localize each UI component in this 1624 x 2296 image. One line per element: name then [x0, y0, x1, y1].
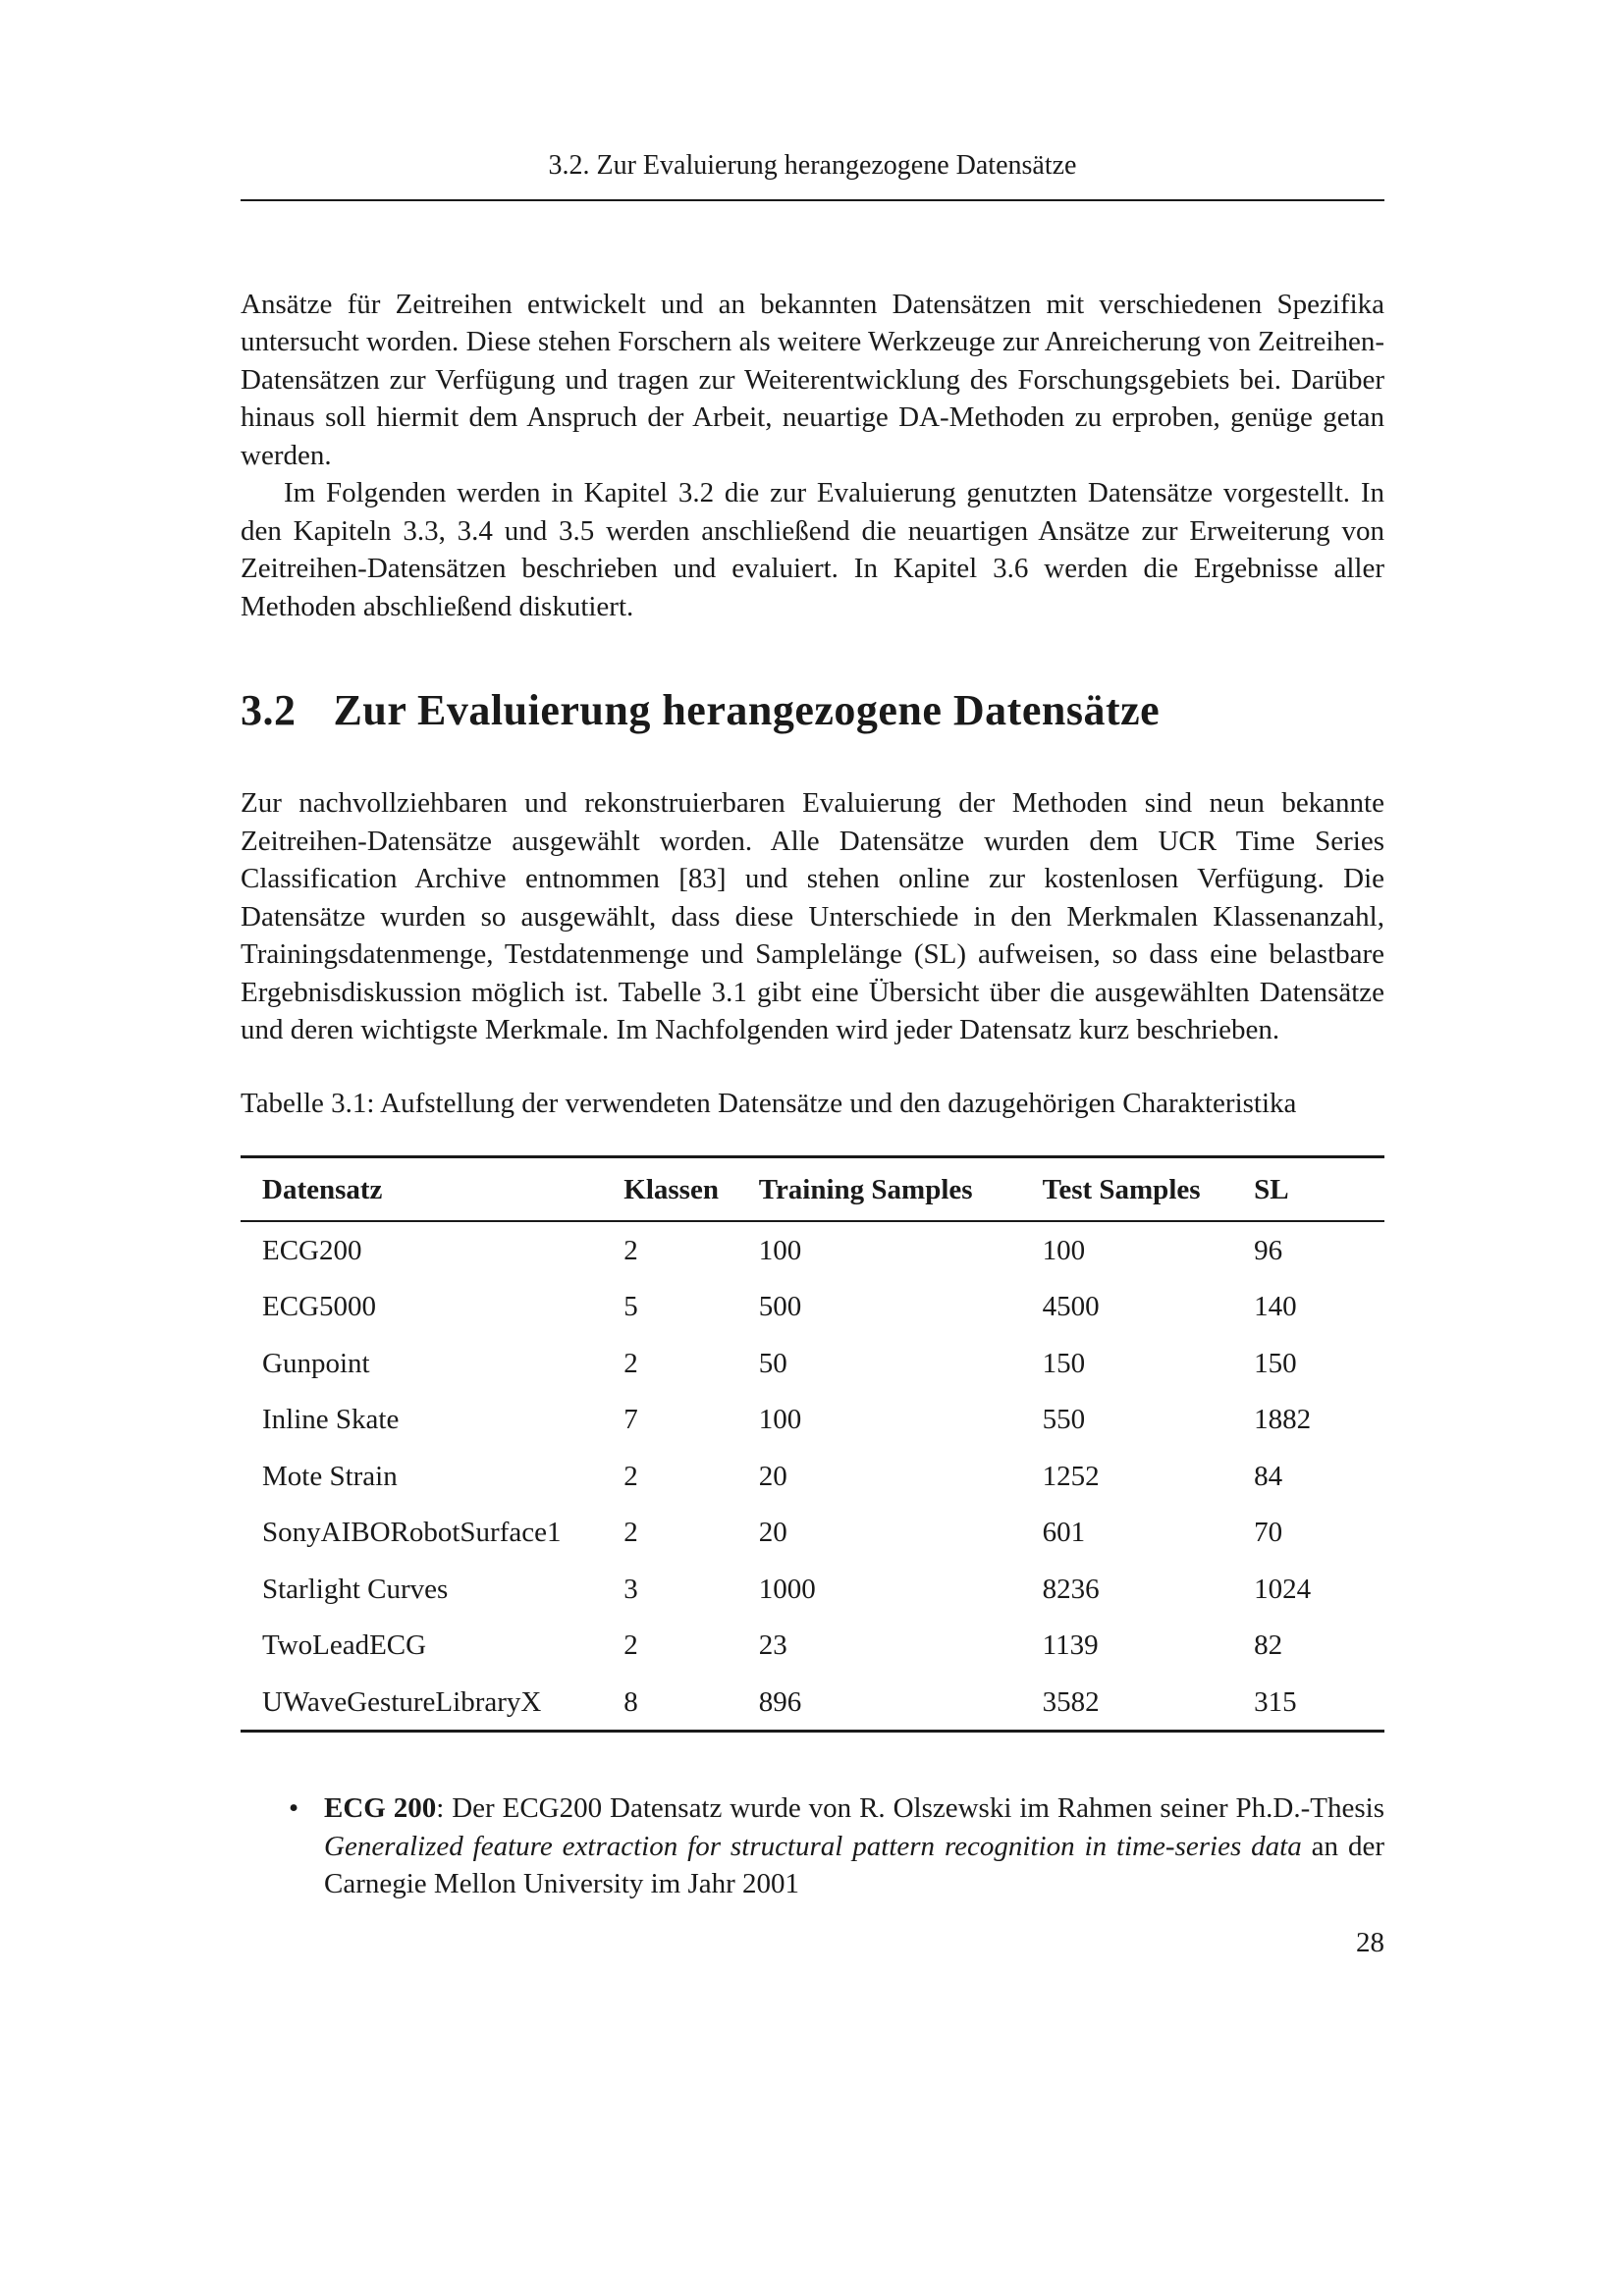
table-cell: 4500	[1042, 1291, 1100, 1322]
table-cell: SonyAIBORobotSurface1	[262, 1517, 562, 1548]
table-cell: 2	[623, 1629, 638, 1661]
table-cell: 23	[758, 1629, 787, 1661]
table-cell: 20	[758, 1517, 787, 1548]
header-rule	[241, 199, 1384, 201]
bullet-icon: •	[289, 1792, 299, 1824]
paragraph-overview: Im Folgenden werden in Kapitel 3.2 die zur Evaluierung genutzten Datensätze vorgestellt. In den Kapiteln 3.3, 3.4 und 3.5 werden anschließend die neuartigen Ansätze zur Erweiterung von Zeitreihen-Datensätzen beschrieben und evaluiert. In Kapitel 3.6 werden die Ergebnisse aller Methoden abschließend diskutiert.	[241, 477, 1384, 622]
column-header-test-samples: Test Samples	[1042, 1174, 1201, 1205]
table-cell: Inline Skate	[262, 1404, 400, 1435]
running-header: 3.2. Zur Evaluierung herangezogene Datensätze	[548, 150, 1077, 181]
table-cell: Mote Strain	[262, 1460, 398, 1492]
table-row	[241, 1617, 1384, 1674]
paragraph-intro: Ansätze für Zeitreihen entwickelt und an bekannten Datensätzen mit verschiedenen Spezifika untersucht worden. Diese stehen Forschern als weitere Werkzeuge zur Anreicherung von Zeitreihen-Datensätzen zur Verfügung und tragen zur Weiterentwicklung des Forschungsgebiets bei. Darüber hinaus soll hiermit dem Anspruch der Arbeit, neuartige DA-Methoden zu erproben, genüge getan werden.	[241, 288, 1384, 471]
table-cell: 100	[1042, 1234, 1086, 1266]
table-row	[241, 1221, 1384, 1279]
table-cell: 1882	[1254, 1404, 1312, 1435]
table-cell: 140	[1254, 1291, 1297, 1322]
page-number: 28	[1356, 1927, 1384, 1958]
column-header-sl: SL	[1254, 1174, 1289, 1205]
table-cell: UWaveGestureLibraryX	[262, 1685, 542, 1718]
table-row	[241, 1504, 1384, 1561]
column-header-klassen: Klassen	[623, 1174, 719, 1205]
table-cell: 100	[758, 1234, 802, 1266]
table-cell: Starlight Curves	[262, 1573, 449, 1605]
table-cell: 150	[1254, 1347, 1297, 1379]
table-cell: 315	[1254, 1685, 1297, 1718]
table-cell: 3	[623, 1573, 638, 1605]
table-cell: 100	[758, 1404, 802, 1435]
table-cell: 50	[758, 1347, 787, 1379]
table-cell: ECG5000	[262, 1291, 376, 1322]
table-row	[241, 1674, 1384, 1732]
table-cell: 7	[623, 1404, 638, 1435]
table-cell: 2	[623, 1234, 638, 1266]
table-cell: Gunpoint	[262, 1347, 370, 1379]
bullet-term: ECG 200	[324, 1792, 437, 1824]
list-item-ecg200	[289, 1789, 1385, 1903]
table-cell: 84	[1254, 1460, 1283, 1492]
table-cell: 1000	[758, 1573, 816, 1605]
table-cell: 2	[623, 1347, 638, 1379]
bullet-thesis-title: Generalized feature extraction for structural pattern recognition in time-series data	[324, 1830, 1302, 1862]
table-cell: 1139	[1042, 1629, 1099, 1661]
table-row	[241, 1391, 1384, 1448]
table-cell: 3582	[1042, 1685, 1100, 1718]
table-cell: 70	[1254, 1517, 1283, 1548]
bullet-text-after-italic: an der Carnegie Mellon University im Jahr 2001	[324, 1830, 1384, 1899]
table-cell: 20	[758, 1460, 787, 1492]
table-cell: 2	[623, 1517, 638, 1548]
table-cell: 2	[623, 1460, 638, 1492]
datasets-table-body	[241, 1221, 1384, 1732]
column-header-datensatz: Datensatz	[262, 1174, 383, 1205]
bullet-text-before-italic: : Der ECG200 Datensatz wurde von R. Olszewski im Rahmen seiner Ph.D.-Thesis	[436, 1792, 1385, 1824]
section-heading	[241, 684, 1384, 737]
table-cell: 8	[623, 1685, 638, 1718]
table-row	[241, 1278, 1384, 1335]
table-cell: 500	[758, 1291, 802, 1322]
paragraph-datasets: Zur nachvollziehbaren und rekonstruierbaren Evaluierung der Methoden sind neun bekannte Zeitreihen-Datensätze ausgewählt worden. Alle Datensätze wurden dem UCR Time Series Classification Archive entnommen [83] und stehen online zur kostenlosen Verfügung. Die Datensätze wurden so ausgewählt, dass diese Unterschiede in den Merkmalen Klassenanzahl, Trainingsdatenmenge, Testdatenmenge und Samplelänge (SL) aufweisen, so dass eine belastbare Ergebnisdiskussion möglich ist. Tabelle 3.1 gibt eine Übersicht über die ausgewählten Datensätze und deren wichtigste Merkmale. Im Nachfolgenden wird jeder Datensatz kurz beschrieben.	[241, 787, 1384, 1045]
table-cell: 601	[1042, 1517, 1086, 1548]
column-header-training-samples: Training Samples	[758, 1174, 973, 1205]
table-row	[241, 1335, 1384, 1392]
table-cell: 550	[1042, 1404, 1086, 1435]
table-header-row	[241, 1157, 1384, 1221]
datasets-table	[241, 1155, 1384, 1733]
table-caption: Tabelle 3.1: Aufstellung der verwendeten Datensätze und den dazugehörigen Charakteristika	[241, 1087, 1297, 1119]
table-cell: 96	[1254, 1234, 1283, 1266]
table-cell: 82	[1254, 1629, 1283, 1661]
table-row	[241, 1561, 1384, 1618]
table-cell: 896	[758, 1685, 802, 1718]
section-number: 3.2	[241, 686, 297, 734]
table-cell: TwoLeadECG	[262, 1629, 427, 1661]
table-cell: 1024	[1254, 1573, 1312, 1605]
section-title: Zur Evaluierung herangezogene Datensätze	[333, 686, 1161, 734]
table-cell: 150	[1042, 1347, 1086, 1379]
table-cell: ECG200	[262, 1234, 362, 1266]
table-cell: 1252	[1042, 1460, 1100, 1492]
table-cell: 8236	[1042, 1573, 1100, 1605]
table-cell: 5	[623, 1291, 638, 1322]
table-row	[241, 1448, 1384, 1505]
